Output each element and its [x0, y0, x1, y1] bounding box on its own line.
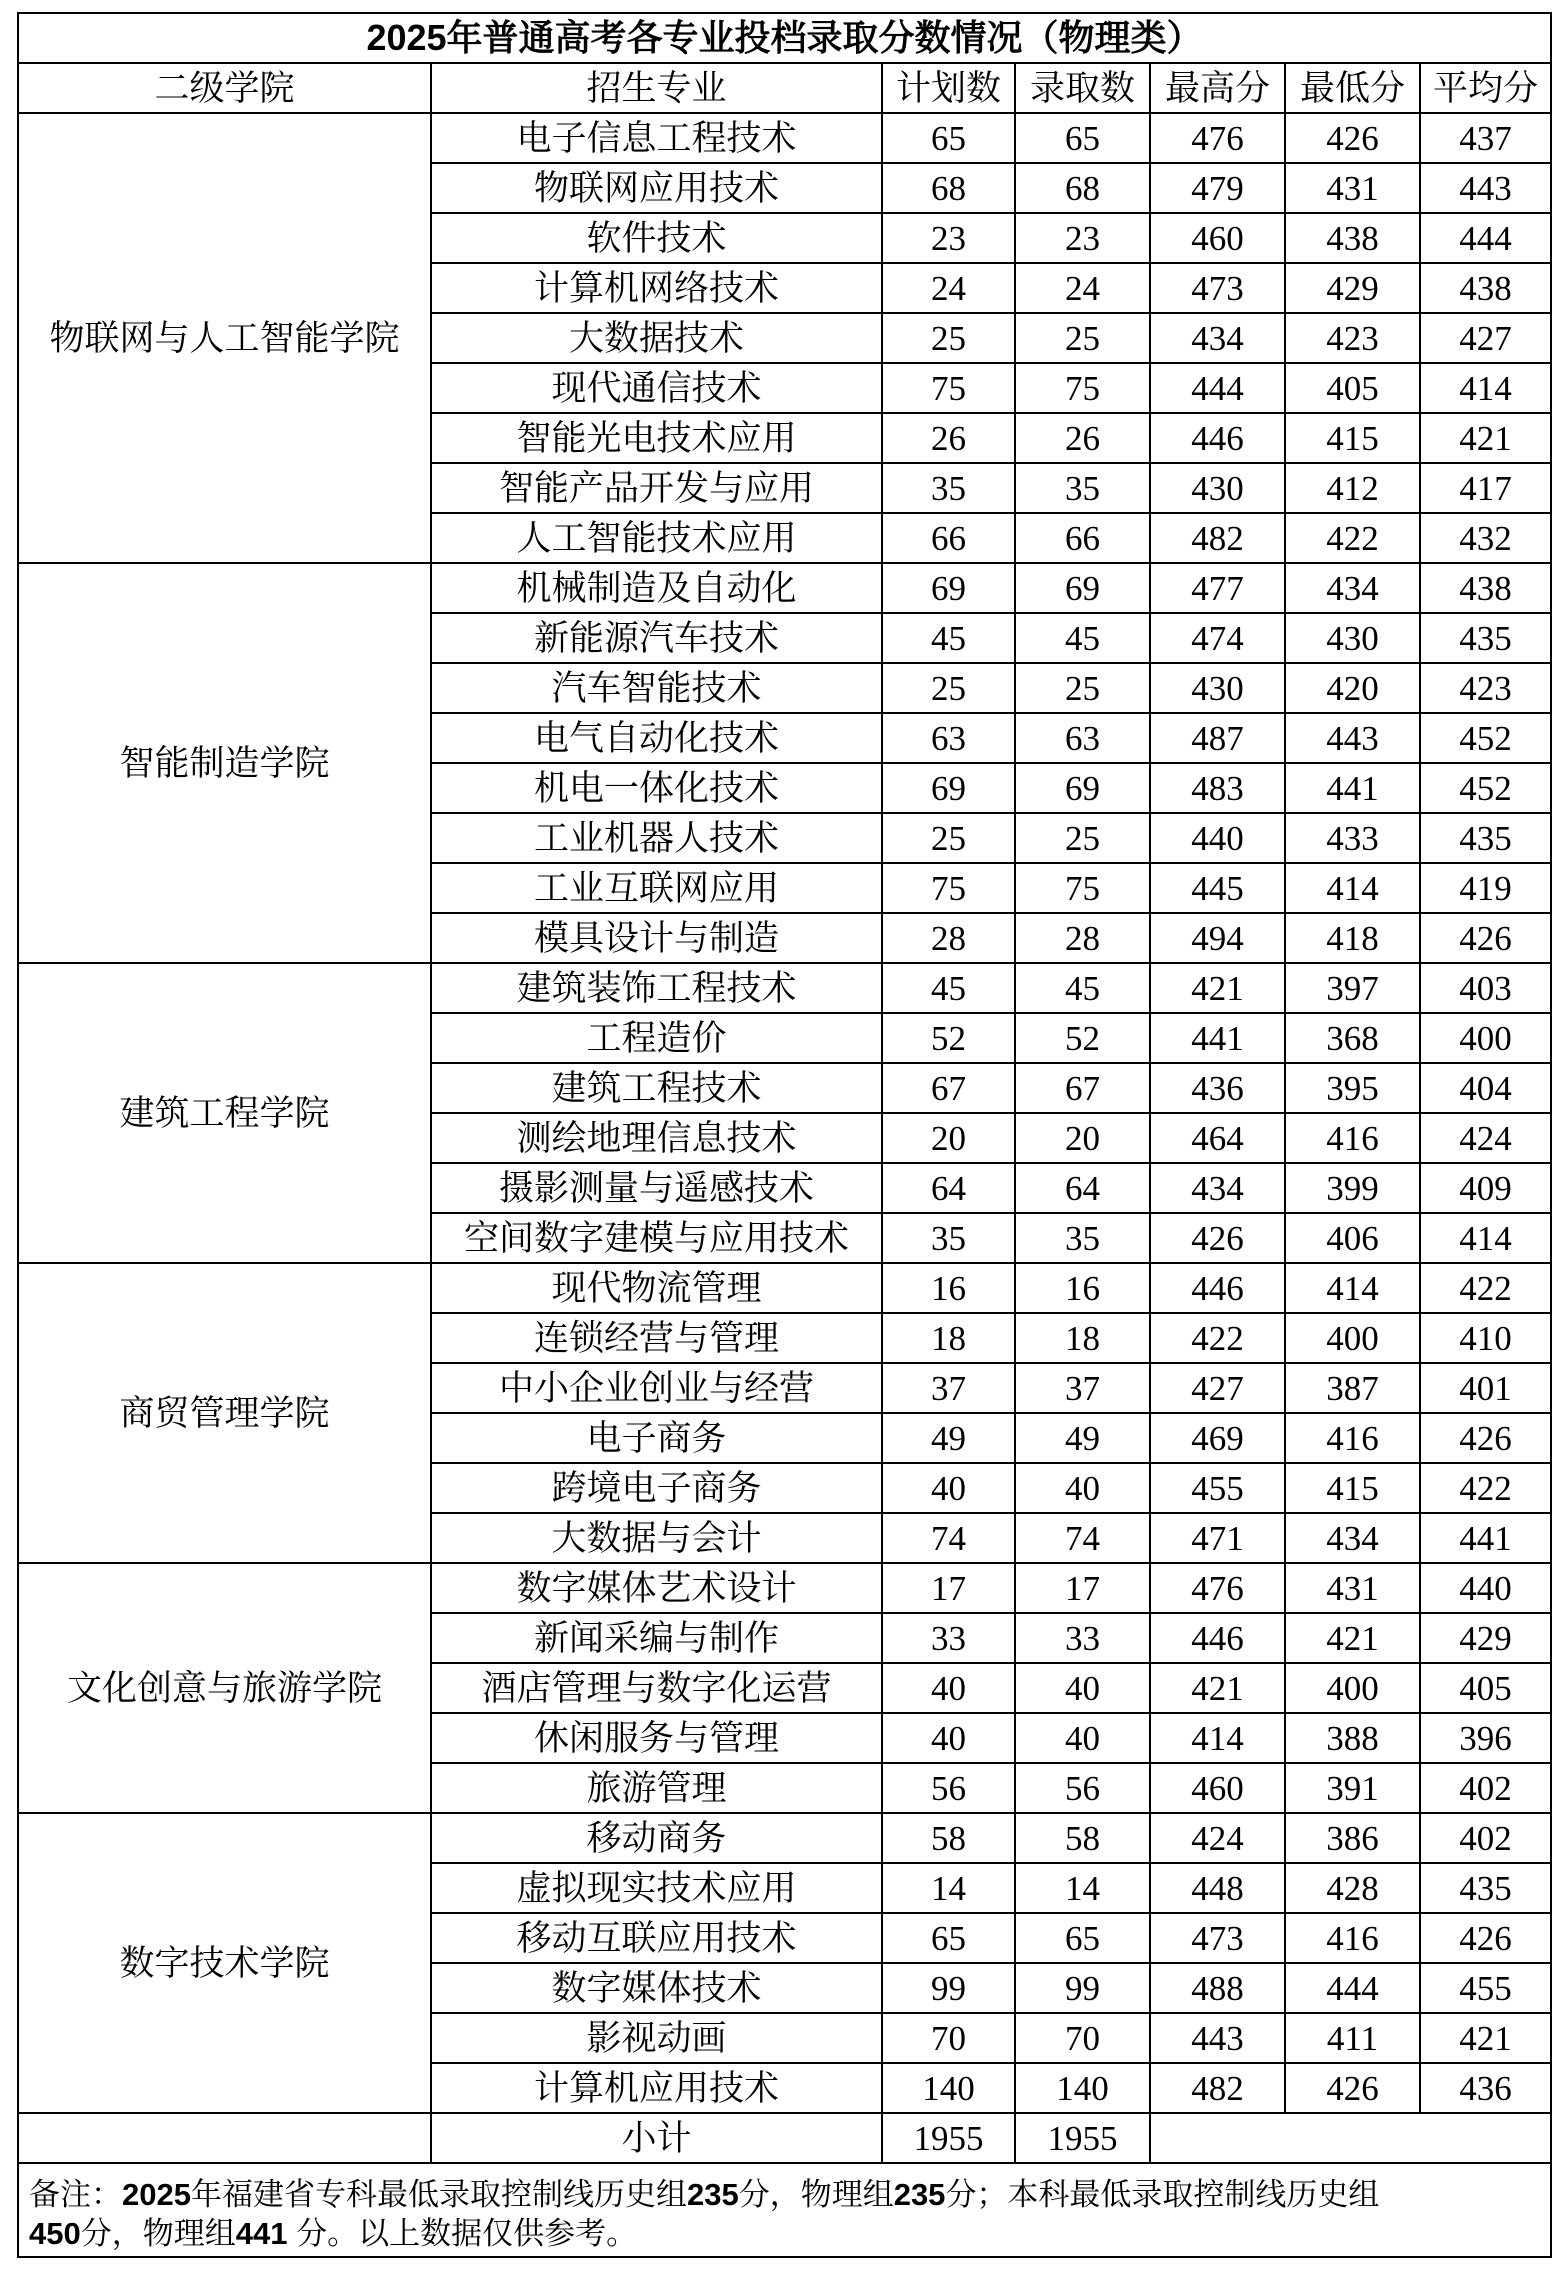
max-score-cell: 460 [1151, 1764, 1286, 1814]
plan-count-cell: 58 [883, 1814, 1016, 1864]
admitted-count-cell: 18 [1016, 1314, 1151, 1364]
avg-score-cell: 403 [1421, 964, 1552, 1014]
major-name-cell: 影视动画 [432, 2014, 883, 2064]
admitted-count-cell: 24 [1016, 264, 1151, 314]
avg-score-cell: 443 [1421, 164, 1552, 214]
max-score-cell: 474 [1151, 614, 1286, 664]
min-score-cell: 400 [1286, 1664, 1421, 1714]
max-score-cell: 443 [1151, 2014, 1286, 2064]
max-score-cell: 446 [1151, 414, 1286, 464]
avg-score-cell: 417 [1421, 464, 1552, 514]
major-name-cell: 数字媒体艺术设计 [432, 1564, 883, 1614]
max-score-cell: 430 [1151, 664, 1286, 714]
avg-score-cell: 402 [1421, 1814, 1552, 1864]
admitted-count-cell: 20 [1016, 1114, 1151, 1164]
avg-score-cell: 419 [1421, 864, 1552, 914]
college-name-cell: 智能制造学院 [19, 564, 432, 964]
max-score-cell: 469 [1151, 1414, 1286, 1464]
admitted-count-cell: 35 [1016, 1214, 1151, 1264]
min-score-cell: 429 [1286, 264, 1421, 314]
admitted-count-cell: 45 [1016, 614, 1151, 664]
admitted-count-cell: 69 [1016, 564, 1151, 614]
min-score-cell: 430 [1286, 614, 1421, 664]
max-score-cell: 476 [1151, 114, 1286, 164]
max-score-cell: 414 [1151, 1714, 1286, 1764]
min-score-cell: 388 [1286, 1714, 1421, 1764]
major-name-cell: 休闲服务与管理 [432, 1714, 883, 1764]
avg-score-cell: 414 [1421, 364, 1552, 414]
major-name-cell: 移动商务 [432, 1814, 883, 1864]
admitted-count-cell: 40 [1016, 1464, 1151, 1514]
admitted-count-cell: 58 [1016, 1814, 1151, 1864]
admitted-count-cell: 14 [1016, 1864, 1151, 1914]
emphasized-number: 235 [686, 2177, 739, 2212]
header-max-score: 最高分 [1151, 64, 1286, 114]
avg-score-cell: 426 [1421, 1414, 1552, 1464]
college-name-cell: 建筑工程学院 [19, 964, 432, 1264]
min-score-cell: 415 [1286, 414, 1421, 464]
plan-count-cell: 25 [883, 664, 1016, 714]
header-plan: 计划数 [883, 64, 1016, 114]
avg-score-cell: 437 [1421, 114, 1552, 164]
avg-score-cell: 414 [1421, 1214, 1552, 1264]
major-name-cell: 旅游管理 [432, 1764, 883, 1814]
admitted-count-cell: 35 [1016, 464, 1151, 514]
college-name-cell: 商贸管理学院 [19, 1264, 432, 1564]
major-name-cell: 摄影测量与遥感技术 [432, 1164, 883, 1214]
subtotal-score-blank [1151, 2114, 1552, 2164]
avg-score-cell: 422 [1421, 1464, 1552, 1514]
min-score-cell: 391 [1286, 1764, 1421, 1814]
min-score-cell: 395 [1286, 1064, 1421, 1114]
admitted-count-cell: 140 [1016, 2064, 1151, 2114]
subtotal-label: 小计 [432, 2114, 883, 2164]
admitted-count-cell: 45 [1016, 964, 1151, 1014]
admitted-count-cell: 52 [1016, 1014, 1151, 1064]
max-score-cell: 476 [1151, 1564, 1286, 1614]
max-score-cell: 434 [1151, 314, 1286, 364]
admitted-count-cell: 33 [1016, 1614, 1151, 1664]
max-score-cell: 460 [1151, 214, 1286, 264]
plan-count-cell: 26 [883, 414, 1016, 464]
max-score-cell: 424 [1151, 1814, 1286, 1864]
major-name-cell: 软件技术 [432, 214, 883, 264]
max-score-cell: 422 [1151, 1314, 1286, 1364]
plan-count-cell: 35 [883, 464, 1016, 514]
max-score-cell: 455 [1151, 1464, 1286, 1514]
max-score-cell: 444 [1151, 364, 1286, 414]
avg-score-cell: 423 [1421, 664, 1552, 714]
plan-count-cell: 64 [883, 1164, 1016, 1214]
admitted-count-cell: 68 [1016, 164, 1151, 214]
min-score-cell: 406 [1286, 1214, 1421, 1264]
max-score-cell: 479 [1151, 164, 1286, 214]
plan-count-cell: 24 [883, 264, 1016, 314]
avg-score-cell: 426 [1421, 914, 1552, 964]
max-score-cell: 426 [1151, 1214, 1286, 1264]
major-name-cell: 数字媒体技术 [432, 1964, 883, 2014]
major-name-cell: 酒店管理与数字化运营 [432, 1664, 883, 1714]
admitted-count-cell: 99 [1016, 1964, 1151, 2014]
max-score-cell: 421 [1151, 964, 1286, 1014]
min-score-cell: 431 [1286, 164, 1421, 214]
min-score-cell: 444 [1286, 1964, 1421, 2014]
plan-count-cell: 45 [883, 964, 1016, 1014]
min-score-cell: 397 [1286, 964, 1421, 1014]
admitted-count-cell: 26 [1016, 414, 1151, 464]
avg-score-cell: 436 [1421, 2064, 1552, 2114]
avg-score-cell: 421 [1421, 2014, 1552, 2064]
emphasized-number: 441 [235, 2216, 288, 2251]
major-name-cell: 移动互联应用技术 [432, 1914, 883, 1964]
footnote [19, 2164, 1552, 2258]
header-avg-score: 平均分 [1421, 64, 1552, 114]
max-score-cell: 430 [1151, 464, 1286, 514]
max-score-cell: 434 [1151, 1164, 1286, 1214]
avg-score-cell: 441 [1421, 1514, 1552, 1564]
header-college: 二级学院 [19, 64, 432, 114]
max-score-cell: 482 [1151, 2064, 1286, 2114]
avg-score-cell: 438 [1421, 564, 1552, 614]
max-score-cell: 440 [1151, 814, 1286, 864]
emphasized-number: 2025 [366, 17, 447, 58]
major-name-cell: 模具设计与制造 [432, 914, 883, 964]
min-score-cell: 423 [1286, 314, 1421, 364]
major-name-cell: 建筑装饰工程技术 [432, 964, 883, 1014]
avg-score-cell: 438 [1421, 264, 1552, 314]
min-score-cell: 400 [1286, 1314, 1421, 1364]
plan-count-cell: 35 [883, 1214, 1016, 1264]
major-name-cell: 大数据与会计 [432, 1514, 883, 1564]
admitted-count-cell: 40 [1016, 1664, 1151, 1714]
avg-score-cell: 396 [1421, 1714, 1552, 1764]
plan-count-cell: 17 [883, 1564, 1016, 1614]
major-name-cell: 现代通信技术 [432, 364, 883, 414]
plan-count-cell: 37 [883, 1364, 1016, 1414]
header-admitted: 录取数 [1016, 64, 1151, 114]
admitted-count-cell: 65 [1016, 1914, 1151, 1964]
avg-score-cell: 404 [1421, 1064, 1552, 1114]
avg-score-cell: 401 [1421, 1364, 1552, 1414]
max-score-cell: 436 [1151, 1064, 1286, 1114]
subtotal-admitted: 1955 [1016, 2114, 1151, 2164]
major-name-cell: 机械制造及自动化 [432, 564, 883, 614]
admitted-count-cell: 69 [1016, 764, 1151, 814]
max-score-cell: 421 [1151, 1664, 1286, 1714]
plan-count-cell: 25 [883, 814, 1016, 864]
min-score-cell: 414 [1286, 864, 1421, 914]
major-name-cell: 新能源汽车技术 [432, 614, 883, 664]
min-score-cell: 434 [1286, 1514, 1421, 1564]
min-score-cell: 416 [1286, 1114, 1421, 1164]
plan-count-cell: 25 [883, 314, 1016, 364]
max-score-cell: 477 [1151, 564, 1286, 614]
admitted-count-cell: 17 [1016, 1564, 1151, 1614]
plan-count-cell: 68 [883, 164, 1016, 214]
college-name-cell: 物联网与人工智能学院 [19, 114, 432, 564]
subtotal-plan: 1955 [883, 2114, 1016, 2164]
min-score-cell: 428 [1286, 1864, 1421, 1914]
min-score-cell: 441 [1286, 764, 1421, 814]
min-score-cell: 420 [1286, 664, 1421, 714]
max-score-cell: 445 [1151, 864, 1286, 914]
plan-count-cell: 20 [883, 1114, 1016, 1164]
plan-count-cell: 33 [883, 1614, 1016, 1664]
max-score-cell: 441 [1151, 1014, 1286, 1064]
plan-count-cell: 49 [883, 1414, 1016, 1464]
major-name-cell: 连锁经营与管理 [432, 1314, 883, 1364]
plan-count-cell: 140 [883, 2064, 1016, 2114]
plan-count-cell: 69 [883, 764, 1016, 814]
max-score-cell: 487 [1151, 714, 1286, 764]
major-name-cell: 计算机应用技术 [432, 2064, 883, 2114]
min-score-cell: 368 [1286, 1014, 1421, 1064]
min-score-cell: 414 [1286, 1264, 1421, 1314]
avg-score-cell: 421 [1421, 414, 1552, 464]
min-score-cell: 433 [1286, 814, 1421, 864]
footnote-line-1: 备注：2025年福建省专科最低录取控制线历史组235分，物理组235分；本科最低录取控制线历史组 [29, 2177, 1380, 2212]
admitted-count-cell: 25 [1016, 664, 1151, 714]
avg-score-cell: 400 [1421, 1014, 1552, 1064]
admitted-count-cell: 66 [1016, 514, 1151, 564]
avg-score-cell: 409 [1421, 1164, 1552, 1214]
plan-count-cell: 70 [883, 2014, 1016, 2064]
avg-score-cell: 427 [1421, 314, 1552, 364]
min-score-cell: 416 [1286, 1414, 1421, 1464]
major-name-cell: 现代物流管理 [432, 1264, 883, 1314]
min-score-cell: 434 [1286, 564, 1421, 614]
max-score-cell: 482 [1151, 514, 1286, 564]
major-name-cell: 智能产品开发与应用 [432, 464, 883, 514]
admitted-count-cell: 64 [1016, 1164, 1151, 1214]
max-score-cell: 483 [1151, 764, 1286, 814]
plan-count-cell: 99 [883, 1964, 1016, 2014]
major-name-cell: 建筑工程技术 [432, 1064, 883, 1114]
avg-score-cell: 429 [1421, 1614, 1552, 1664]
major-name-cell: 智能光电技术应用 [432, 414, 883, 464]
major-name-cell: 工业互联网应用 [432, 864, 883, 914]
plan-count-cell: 45 [883, 614, 1016, 664]
plan-count-cell: 75 [883, 364, 1016, 414]
admitted-count-cell: 75 [1016, 864, 1151, 914]
admitted-count-cell: 67 [1016, 1064, 1151, 1114]
plan-count-cell: 69 [883, 564, 1016, 614]
avg-score-cell: 422 [1421, 1264, 1552, 1314]
admitted-count-cell: 70 [1016, 2014, 1151, 2064]
plan-count-cell: 18 [883, 1314, 1016, 1364]
admitted-count-cell: 40 [1016, 1714, 1151, 1764]
plan-count-cell: 74 [883, 1514, 1016, 1564]
avg-score-cell: 410 [1421, 1314, 1552, 1364]
min-score-cell: 416 [1286, 1914, 1421, 1964]
major-name-cell: 人工智能技术应用 [432, 514, 883, 564]
table-title-cell [19, 14, 1552, 64]
emphasized-number: 235 [893, 2177, 946, 2212]
admitted-count-cell: 28 [1016, 914, 1151, 964]
major-name-cell: 测绘地理信息技术 [432, 1114, 883, 1164]
avg-score-cell: 426 [1421, 1914, 1552, 1964]
table-title: 2025年普通高考各专业投档录取分数情况（物理类） [366, 17, 1203, 58]
header-min-score: 最低分 [1286, 64, 1421, 114]
avg-score-cell: 444 [1421, 214, 1552, 264]
max-score-cell: 427 [1151, 1364, 1286, 1414]
avg-score-cell: 440 [1421, 1564, 1552, 1614]
min-score-cell: 412 [1286, 464, 1421, 514]
admitted-count-cell: 25 [1016, 814, 1151, 864]
major-name-cell: 电子商务 [432, 1414, 883, 1464]
plan-count-cell: 28 [883, 914, 1016, 964]
admitted-count-cell: 63 [1016, 714, 1151, 764]
min-score-cell: 421 [1286, 1614, 1421, 1664]
max-score-cell: 488 [1151, 1964, 1286, 2014]
emphasized-number: 2025 [122, 2177, 191, 2212]
avg-score-cell: 405 [1421, 1664, 1552, 1714]
max-score-cell: 446 [1151, 1264, 1286, 1314]
avg-score-cell: 424 [1421, 1114, 1552, 1164]
major-name-cell: 电气自动化技术 [432, 714, 883, 764]
min-score-cell: 387 [1286, 1364, 1421, 1414]
plan-count-cell: 40 [883, 1664, 1016, 1714]
admitted-count-cell: 25 [1016, 314, 1151, 364]
avg-score-cell: 435 [1421, 614, 1552, 664]
avg-score-cell: 402 [1421, 1764, 1552, 1814]
major-name-cell: 虚拟现实技术应用 [432, 1864, 883, 1914]
admitted-count-cell: 75 [1016, 364, 1151, 414]
plan-count-cell: 65 [883, 114, 1016, 164]
admitted-count-cell: 65 [1016, 114, 1151, 164]
plan-count-cell: 16 [883, 1264, 1016, 1314]
plan-count-cell: 40 [883, 1464, 1016, 1514]
min-score-cell: 426 [1286, 2064, 1421, 2114]
admitted-count-cell: 74 [1016, 1514, 1151, 1564]
major-name-cell: 大数据技术 [432, 314, 883, 364]
plan-count-cell: 66 [883, 514, 1016, 564]
max-score-cell: 473 [1151, 1914, 1286, 1964]
max-score-cell: 473 [1151, 264, 1286, 314]
subtotal-college-blank [19, 2114, 432, 2164]
avg-score-cell: 455 [1421, 1964, 1552, 2014]
max-score-cell: 464 [1151, 1114, 1286, 1164]
major-name-cell: 机电一体化技术 [432, 764, 883, 814]
college-name-cell: 数字技术学院 [19, 1814, 432, 2114]
avg-score-cell: 432 [1421, 514, 1552, 564]
avg-score-cell: 435 [1421, 1864, 1552, 1914]
plan-count-cell: 52 [883, 1014, 1016, 1064]
major-name-cell: 新闻采编与制作 [432, 1614, 883, 1664]
plan-count-cell: 14 [883, 1864, 1016, 1914]
max-score-cell: 471 [1151, 1514, 1286, 1564]
plan-count-cell: 65 [883, 1914, 1016, 1964]
avg-score-cell: 452 [1421, 714, 1552, 764]
admission-score-table [17, 12, 1552, 2258]
plan-count-cell: 75 [883, 864, 1016, 914]
admitted-count-cell: 49 [1016, 1414, 1151, 1464]
major-name-cell: 物联网应用技术 [432, 164, 883, 214]
avg-score-cell: 452 [1421, 764, 1552, 814]
min-score-cell: 399 [1286, 1164, 1421, 1214]
min-score-cell: 411 [1286, 2014, 1421, 2064]
min-score-cell: 438 [1286, 214, 1421, 264]
min-score-cell: 418 [1286, 914, 1421, 964]
min-score-cell: 426 [1286, 114, 1421, 164]
plan-count-cell: 56 [883, 1764, 1016, 1814]
major-name-cell: 工业机器人技术 [432, 814, 883, 864]
max-score-cell: 494 [1151, 914, 1286, 964]
emphasized-number: 450 [29, 2216, 81, 2251]
min-score-cell: 405 [1286, 364, 1421, 414]
min-score-cell: 415 [1286, 1464, 1421, 1514]
admitted-count-cell: 23 [1016, 214, 1151, 264]
major-name-cell: 电子信息工程技术 [432, 114, 883, 164]
min-score-cell: 386 [1286, 1814, 1421, 1864]
min-score-cell: 431 [1286, 1564, 1421, 1614]
admitted-count-cell: 37 [1016, 1364, 1151, 1414]
major-name-cell: 跨境电子商务 [432, 1464, 883, 1514]
min-score-cell: 422 [1286, 514, 1421, 564]
plan-count-cell: 67 [883, 1064, 1016, 1114]
plan-count-cell: 63 [883, 714, 1016, 764]
footnote-line-2: 450分，物理组441 分。以上数据仅供参考。 [29, 2216, 638, 2251]
major-name-cell: 空间数字建模与应用技术 [432, 1214, 883, 1264]
plan-count-cell: 40 [883, 1714, 1016, 1764]
college-name-cell: 文化创意与旅游学院 [19, 1564, 432, 1814]
avg-score-cell: 435 [1421, 814, 1552, 864]
min-score-cell: 443 [1286, 714, 1421, 764]
major-name-cell: 中小企业创业与经营 [432, 1364, 883, 1414]
admitted-count-cell: 16 [1016, 1264, 1151, 1314]
major-name-cell: 计算机网络技术 [432, 264, 883, 314]
max-score-cell: 446 [1151, 1614, 1286, 1664]
major-name-cell: 汽车智能技术 [432, 664, 883, 714]
major-name-cell: 工程造价 [432, 1014, 883, 1064]
max-score-cell: 448 [1151, 1864, 1286, 1914]
header-major: 招生专业 [432, 64, 883, 114]
admitted-count-cell: 56 [1016, 1764, 1151, 1814]
plan-count-cell: 23 [883, 214, 1016, 264]
